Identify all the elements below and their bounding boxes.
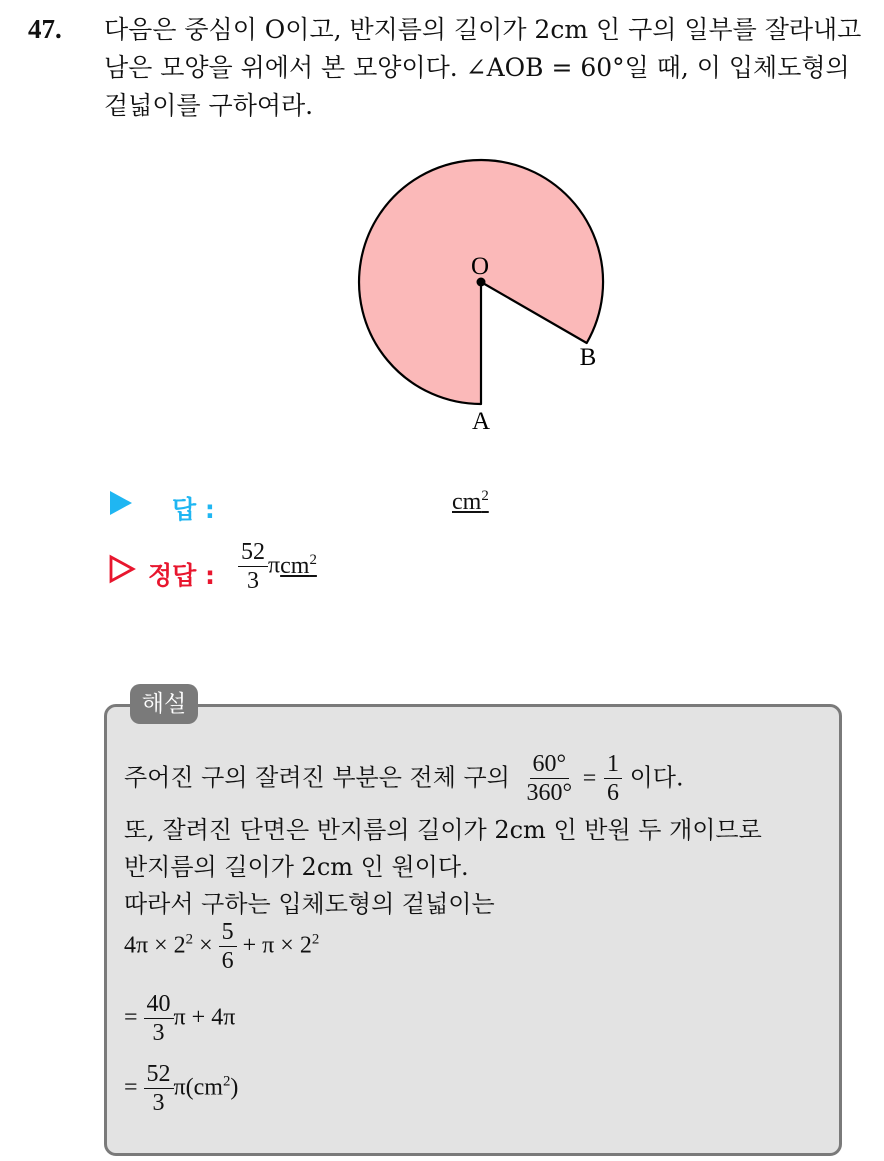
fraction-den: 360°	[526, 780, 573, 807]
fraction-den: 3	[152, 1090, 165, 1117]
label-b: B	[579, 344, 597, 371]
eq2-rhs: π + 4π	[173, 1004, 236, 1031]
fraction-52-3	[144, 1062, 174, 1116]
fraction-num: 52	[144, 1062, 174, 1089]
key-fraction-num: 52	[238, 540, 268, 567]
key-fraction-den: 3	[247, 568, 259, 595]
eq1-rhs-exponent: 2	[311, 931, 320, 948]
explanation-line-1-text: 주어진 구의 잘려진 부분은 전체 구의	[124, 763, 510, 792]
eq3-close-paren: )	[230, 1074, 239, 1101]
key-fraction	[238, 540, 268, 594]
key-label: 정답 :	[148, 561, 216, 590]
equals-sign: =	[582, 765, 597, 792]
equation-line-2	[124, 992, 235, 1046]
fraction-num: 1	[604, 752, 622, 779]
equation-line-1	[124, 920, 319, 974]
equals-sign: =	[124, 1074, 138, 1101]
explanation-line-4: 따라서 구하는 입체도형의 겉넓이는	[124, 890, 495, 918]
label-a: A	[471, 408, 491, 435]
key-unit-exponent: 2	[309, 551, 317, 568]
explanation-tag: 해설	[130, 684, 198, 724]
eq1-lhs: 4π × 2	[124, 932, 186, 959]
equals-sign: =	[124, 1004, 138, 1031]
eq1-lhs-exponent: 2	[185, 931, 194, 948]
times-sign: ×	[199, 932, 213, 959]
question-number: 47.	[28, 14, 62, 44]
answer-marker-icon	[110, 491, 132, 515]
sphere-top-view-figure	[340, 150, 630, 450]
fraction-num: 60°	[530, 752, 570, 779]
explanation-line-1	[124, 752, 684, 806]
fraction-num: 5	[219, 920, 237, 947]
eq3-rhs: π(cm	[173, 1074, 223, 1101]
answer-unit-exponent: 2	[481, 488, 489, 504]
eq3-exponent: 2	[222, 1073, 231, 1090]
answer-unit	[452, 488, 489, 516]
key-unit-text: cm	[280, 552, 310, 579]
fraction-1-6	[604, 752, 622, 806]
key-pi: π	[268, 552, 281, 579]
key-answer	[238, 540, 317, 594]
answer-label: 답 :	[172, 495, 215, 524]
fraction-den: 3	[152, 1020, 165, 1047]
question-text-line-1: 다음은 중심이 O이고, 반지름의 길이가 2cm 인 구의 일부를 잘라내고	[104, 15, 862, 44]
fraction-60-360	[524, 752, 576, 806]
fraction-den: 6	[221, 948, 234, 975]
explanation-line-1-end: 이다.	[629, 763, 684, 792]
fraction-5-6	[219, 920, 237, 974]
eq1-rhs: + π × 2	[242, 932, 312, 959]
question-text-line-3: 겉넓이를 구하여라.	[104, 91, 314, 120]
fraction-den: 6	[606, 780, 619, 807]
key-marker-icon	[108, 554, 136, 584]
label-o: O	[470, 253, 490, 280]
fraction-40-3	[144, 992, 174, 1046]
fraction-num: 40	[144, 992, 174, 1019]
question-text-line-2: 남은 모양을 위에서 본 모양이다. ∠AOB = 60°일 때, 이 입체도형의	[104, 53, 850, 82]
key-unit	[280, 553, 317, 579]
equation-line-3	[124, 1062, 238, 1116]
explanation-line-3: 반지름의 길이가 2cm 인 원이다.	[124, 853, 469, 881]
explanation-line-2: 또, 잘려진 단면은 반지름의 길이가 2cm 인 반원 두 개이므로	[124, 816, 762, 844]
answer-unit-text: cm	[452, 489, 482, 515]
